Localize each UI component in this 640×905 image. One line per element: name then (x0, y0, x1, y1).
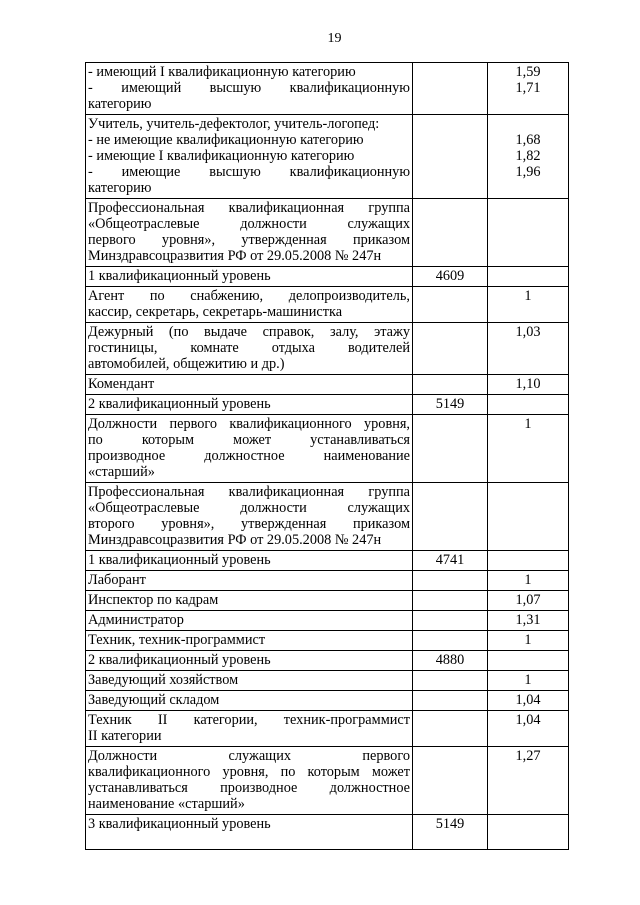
qualification-salary-table (85, 62, 569, 850)
cell-coefficient (488, 591, 569, 611)
cell-position (86, 115, 413, 199)
table-row (86, 711, 569, 747)
cell-line: - имеющие высшую квалификационную (88, 164, 410, 180)
table-row (86, 115, 569, 199)
cell-line (415, 748, 485, 764)
cell-line: 5149 (435, 816, 465, 832)
cell-line (490, 396, 566, 412)
cell-line: - имеющий I квалификационную категорию (88, 64, 356, 80)
cell-line (415, 324, 485, 340)
cell-salary-amount (413, 691, 488, 711)
cell-coefficient (488, 611, 569, 631)
cell-line (415, 632, 485, 648)
cell-line (415, 692, 485, 708)
cell-line: 1,96 (515, 164, 541, 180)
cell-coefficient (488, 415, 569, 483)
cell-line: Дежурный (по выдаче справок, залу, этажу (88, 324, 410, 340)
cell-salary-amount (413, 671, 488, 691)
cell-line: 4741 (435, 552, 465, 568)
cell-line (415, 592, 485, 608)
cell-line: 1,07 (515, 592, 541, 608)
table-row (86, 815, 569, 850)
cell-line (490, 652, 566, 668)
cell-coefficient (488, 571, 569, 591)
cell-line (490, 484, 566, 500)
cell-line: II категории (88, 728, 162, 744)
table-row (86, 691, 569, 711)
cell-coefficient (488, 287, 569, 323)
cell-coefficient (488, 395, 569, 415)
cell-line: производное должностное наименование (88, 448, 410, 464)
cell-line: 4609 (435, 268, 465, 284)
cell-position (86, 591, 413, 611)
cell-line (415, 484, 485, 500)
cell-line: 1,10 (515, 376, 541, 392)
cell-line: 1,04 (515, 692, 541, 708)
cell-line: 1,82 (515, 148, 541, 164)
cell-position (86, 747, 413, 815)
table-row (86, 671, 569, 691)
cell-line (415, 572, 485, 588)
cell-position (86, 691, 413, 711)
cell-line (415, 288, 485, 304)
cell-salary-amount (413, 415, 488, 483)
cell-line: 5149 (435, 396, 465, 412)
cell-line: 3 квалификационный уровень (88, 816, 271, 832)
cell-coefficient (488, 691, 569, 711)
cell-line: «Общеотраслевые должности служащих (88, 500, 410, 516)
cell-position (86, 671, 413, 691)
cell-salary-amount (413, 571, 488, 591)
cell-line: 1,68 (515, 132, 541, 148)
cell-line (490, 552, 566, 568)
cell-line (415, 612, 485, 628)
cell-salary-amount (413, 323, 488, 375)
cell-line: «Общеотраслевые должности служащих (88, 216, 410, 232)
table-row (86, 591, 569, 611)
cell-line: категорию (88, 96, 152, 112)
table-row (86, 199, 569, 267)
cell-coefficient (488, 199, 569, 267)
cell-position (86, 711, 413, 747)
cell-salary-amount (413, 267, 488, 287)
cell-salary-amount (413, 199, 488, 267)
cell-coefficient (488, 267, 569, 287)
cell-line (415, 416, 485, 432)
cell-line: 1 (524, 632, 532, 648)
cell-line (490, 268, 566, 284)
cell-position (86, 631, 413, 651)
cell-position (86, 651, 413, 671)
cell-line: 1,31 (515, 612, 541, 628)
cell-line: Агент по снабжению, делопроизводитель, (88, 288, 410, 304)
cell-salary-amount (413, 591, 488, 611)
cell-line: категорию (88, 180, 152, 196)
cell-salary-amount (413, 63, 488, 115)
page-number: 19 (327, 31, 342, 46)
cell-line (490, 200, 566, 216)
cell-line (490, 816, 566, 832)
cell-position (86, 611, 413, 631)
cell-line: первого уровня», утвержденная приказом (88, 232, 410, 248)
cell-line: 1 квалификационный уровень (88, 552, 271, 568)
table-row (86, 483, 569, 551)
cell-salary-amount (413, 747, 488, 815)
cell-line: Администратор (88, 612, 184, 628)
cell-line: квалификационного уровня, по которым может (88, 764, 410, 780)
cell-line: Лаборант (88, 572, 146, 588)
cell-line: по которым может устанавливаться (88, 432, 410, 448)
cell-position (86, 287, 413, 323)
table-row (86, 375, 569, 395)
cell-coefficient (488, 63, 569, 115)
cell-line: 1 квалификационный уровень (88, 268, 271, 284)
cell-position (86, 815, 413, 850)
cell-position (86, 415, 413, 483)
cell-position (86, 551, 413, 571)
cell-coefficient (488, 651, 569, 671)
cell-position (86, 267, 413, 287)
cell-line: автомобилей, общежитию и др.) (88, 356, 285, 372)
table-row (86, 611, 569, 631)
table-body (86, 63, 569, 850)
cell-coefficient (488, 711, 569, 747)
cell-line: Минздравсоцразвития РФ от 29.05.2008 № 247н (88, 248, 382, 264)
cell-salary-amount (413, 287, 488, 323)
cell-line: Техник, техник-программист (88, 632, 266, 648)
cell-salary-amount (413, 631, 488, 651)
table-row (86, 63, 569, 115)
cell-line (415, 64, 485, 80)
table-row (86, 551, 569, 571)
cell-line: - имеющие I квалификационную категорию (88, 148, 355, 164)
table-row (86, 651, 569, 671)
cell-line (415, 116, 485, 132)
table-row (86, 747, 569, 815)
cell-line: 2 квалификационный уровень (88, 396, 271, 412)
cell-line: Профессиональная квалификационная группа (88, 484, 410, 500)
cell-coefficient (488, 323, 569, 375)
cell-position (86, 483, 413, 551)
cell-line: 1,04 (515, 712, 541, 728)
cell-salary-amount (413, 115, 488, 199)
table-row (86, 395, 569, 415)
cell-line: 1,03 (515, 324, 541, 340)
table-row (86, 631, 569, 651)
cell-salary-amount (413, 395, 488, 415)
cell-line: Минздравсоцразвития РФ от 29.05.2008 № 247н (88, 532, 382, 548)
cell-line: 1,71 (515, 80, 541, 96)
cell-position (86, 63, 413, 115)
cell-coefficient (488, 483, 569, 551)
cell-salary-amount (413, 611, 488, 631)
cell-line: 4880 (435, 652, 465, 668)
cell-coefficient (488, 815, 569, 850)
cell-line: «старший» (88, 464, 155, 480)
cell-coefficient (488, 747, 569, 815)
cell-line (415, 712, 485, 728)
cell-line: Заведующий хозяйством (88, 672, 239, 688)
table-row (86, 415, 569, 483)
cell-line: Инспектор по кадрам (88, 592, 219, 608)
table-row (86, 267, 569, 287)
cell-coefficient (488, 375, 569, 395)
cell-coefficient (488, 551, 569, 571)
cell-salary-amount (413, 375, 488, 395)
cell-line: Заведующий складом (88, 692, 220, 708)
cell-coefficient (488, 115, 569, 199)
cell-line: 1,27 (515, 748, 541, 764)
cell-line: Комендант (88, 376, 155, 392)
cell-line: 1 (524, 572, 532, 588)
cell-line (415, 200, 485, 216)
cell-position (86, 571, 413, 591)
cell-line (415, 672, 485, 688)
cell-line: устанавливаться производное должностное (88, 780, 410, 796)
cell-coefficient (488, 631, 569, 651)
cell-line: 1 (524, 416, 532, 432)
cell-line: Должности служащих первого (88, 748, 410, 764)
cell-line: - имеющий высшую квалификационную (88, 80, 410, 96)
cell-line: Техник II категории, техник-программист (88, 712, 410, 728)
cell-line: Профессиональная квалификационная группа (88, 200, 410, 216)
cell-salary-amount (413, 483, 488, 551)
cell-salary-amount (413, 651, 488, 671)
table-row (86, 287, 569, 323)
cell-line: второго уровня», утвержденная приказом (88, 516, 410, 532)
cell-salary-amount (413, 551, 488, 571)
cell-position (86, 395, 413, 415)
cell-line: кассир, секретарь, секретарь-машинистка (88, 304, 343, 320)
cell-line: гостиницы, комнате отдыха водителей (88, 340, 410, 356)
cell-salary-amount (413, 711, 488, 747)
cell-position (86, 199, 413, 267)
table-row (86, 571, 569, 591)
cell-line: 1 (524, 288, 532, 304)
table-row (86, 323, 569, 375)
cell-line: Учитель, учитель-дефектолог, учитель-логопед: (88, 116, 380, 132)
cell-line: 2 квалификационный уровень (88, 652, 271, 668)
cell-line (490, 116, 566, 132)
cell-position (86, 323, 413, 375)
cell-salary-amount (413, 815, 488, 850)
cell-line: 1 (524, 672, 532, 688)
cell-line: наименование «старший» (88, 796, 245, 812)
cell-line: Должности первого квалификационного уровня, (88, 416, 410, 432)
cell-line (415, 376, 485, 392)
cell-line: 1,59 (515, 64, 541, 80)
cell-line: - не имеющие квалификационную категорию (88, 132, 364, 148)
cell-position (86, 375, 413, 395)
cell-coefficient (488, 671, 569, 691)
